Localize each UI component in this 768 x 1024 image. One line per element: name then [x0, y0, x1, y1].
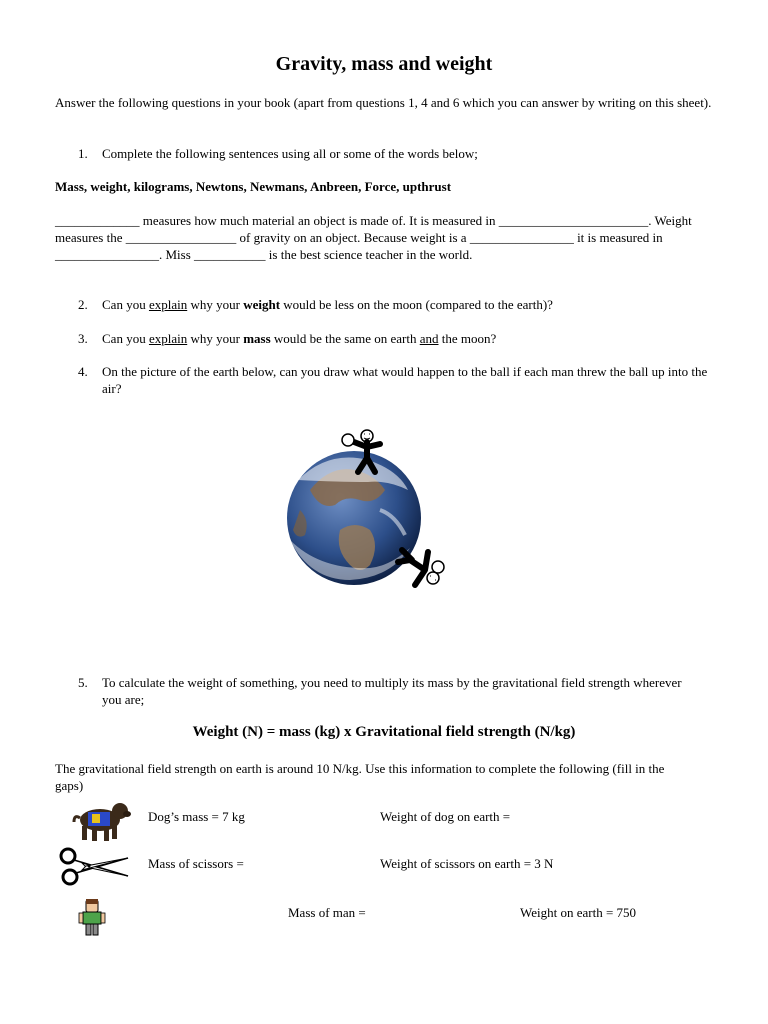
dog-mass: Dog’s mass = 7 kg [148, 809, 245, 824]
dog-weight: Weight of dog on earth = [380, 809, 511, 824]
earth-illustration [270, 420, 470, 595]
question-text: Can you explain why your weight would be less on the moon (compared to the earth)? [102, 297, 553, 312]
question-text: On the picture of the earth below, can you draw what would happen to the ball if each man threw the ball up into the air? [102, 364, 708, 396]
explain-underlined: explain [148, 297, 188, 312]
man-mass: Mass of man = [288, 905, 366, 920]
man-icon [78, 898, 106, 938]
ball-bottom [432, 561, 444, 573]
stick-man-bottom [398, 550, 444, 585]
gfs-instructions: The gravitational field strength on earth is around 10 N/kg. Use this information to complete the following (fill in the gaps) [55, 761, 665, 793]
dog-icon [70, 800, 132, 844]
question-number: 4. [78, 364, 88, 379]
scissors-weight: Weight of scissors on earth = 3 N [380, 856, 554, 871]
question-number: 5. [78, 675, 88, 690]
man-weight: Weight on earth = 750 [520, 905, 637, 920]
question-number: 3. [78, 331, 88, 346]
question-text: To calculate the weight of something, you need to multiply its mass by the gravitational field strength wherever you are; [102, 675, 682, 707]
explain-underlined: explain [148, 331, 188, 346]
word-bank: Mass, weight, kilograms, Newtons, Newmans, Anbreen, Force, upthrust [55, 179, 452, 194]
keyword-mass: mass [243, 331, 271, 346]
ball-top [342, 434, 354, 446]
question-number: 2. [78, 297, 88, 312]
scissors-icon [56, 846, 130, 886]
question-text: Can you explain why your mass would be the same on earth and the moon? [102, 331, 497, 346]
fill-in-paragraph: _____________ measures how much material an object is made of. It is measured in _______________________. Weight measures the _________________ of gravity on an object. Because weight is a ________________ it is measured in ________________. Miss ___________ is the best science teacher in the world. [55, 213, 692, 262]
question-number: 1. [78, 146, 88, 161]
earth-globe [287, 451, 421, 585]
page-title: Gravity, mass and weight [275, 53, 493, 75]
weight-formula: Weight (N) = mass (kg) x Gravitational field strength (N/kg) [192, 724, 576, 740]
scissors-mass: Mass of scissors = [148, 856, 244, 871]
keyword-weight: weight [243, 297, 281, 312]
and-underlined: and [419, 331, 439, 346]
question-text: Complete the following sentences using all or some of the words below; [102, 146, 478, 161]
intro-text: Answer the following questions in your book (apart from questions 1, 4 and 6 which you can answer by writing on this sheet). [55, 95, 712, 110]
